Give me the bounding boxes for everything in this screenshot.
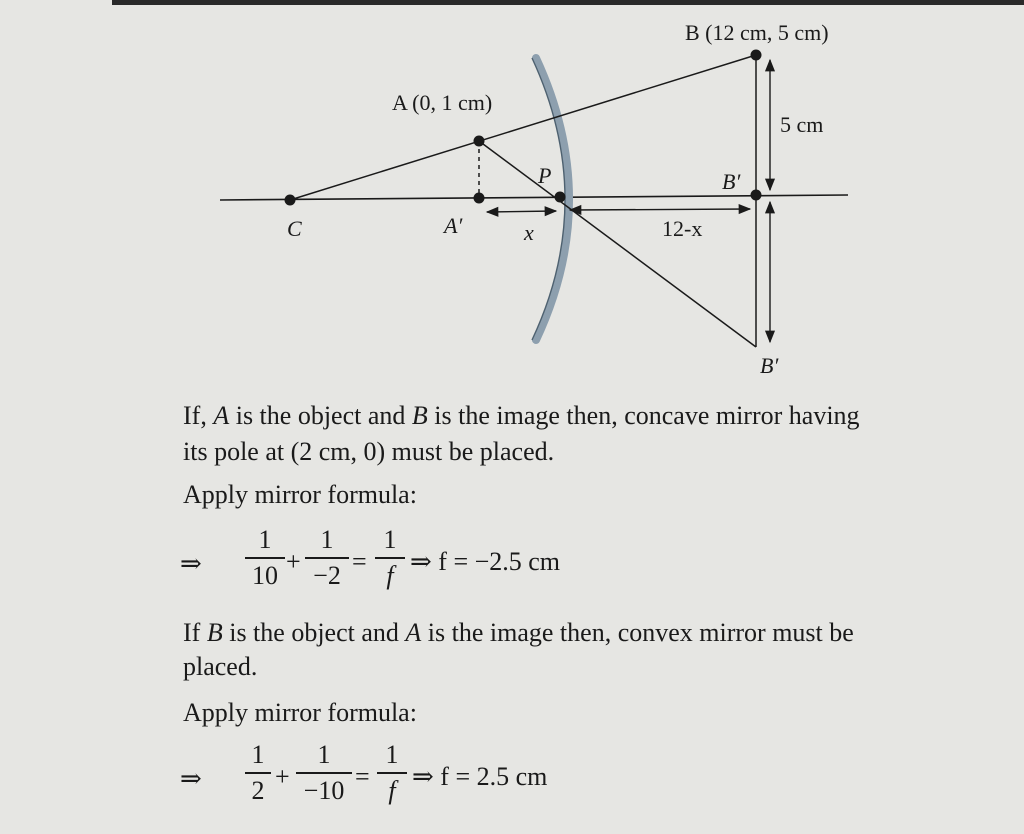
equation-2 [0, 740, 1024, 820]
implies-arrow: ⇒ [180, 764, 202, 793]
text-fragment: If, [183, 401, 214, 430]
label-aprime: A′ [444, 213, 463, 238]
denominator: −10 [303, 775, 345, 805]
fraction-1-over-10 [245, 525, 285, 591]
denominator: 10 [252, 560, 278, 590]
text-fragment: is the image then, convex mirror must be [421, 618, 854, 647]
fraction-1-over-minus-10 [296, 740, 352, 806]
denominator: f [386, 560, 394, 590]
symbol-a: A [405, 618, 422, 647]
fraction-1-over-2 [245, 740, 271, 806]
label-b: B (12 cm, 5 cm) [685, 20, 829, 45]
label-c: C [287, 216, 302, 241]
ray-a-to-bprime [479, 141, 756, 347]
numerator: 1 [317, 740, 331, 769]
dimension-12-x-arrow [570, 209, 750, 210]
denominator: −2 [313, 560, 341, 590]
plus-sign: + [275, 762, 290, 791]
plus-sign: + [286, 547, 301, 576]
point-a [474, 136, 485, 147]
label-5cm: 5 cm [780, 112, 824, 137]
equation-result: ⇒ f = 2.5 cm [412, 762, 548, 791]
point-c [285, 195, 296, 206]
fraction-1-over-f [377, 740, 407, 806]
fraction-1-over-minus-2 [305, 525, 349, 591]
symbol-b: B [206, 618, 223, 647]
text-fragment: is the image then, concave mirror having [427, 401, 860, 430]
label-p: P [538, 163, 552, 188]
equation-1 [0, 525, 1024, 605]
numerator: 1 [385, 740, 399, 769]
equation-result: ⇒ f = −2.5 cm [410, 547, 561, 576]
label-bprime-top: B′ [722, 169, 741, 194]
point-bprime-top [751, 190, 762, 201]
paragraph-convex-line2: placed. [183, 652, 258, 681]
point-p [555, 192, 566, 203]
fraction-1-over-f [375, 525, 405, 591]
numerator: 1 [383, 525, 397, 554]
symbol-a: A [213, 401, 230, 430]
paragraph-concave-line1 [183, 398, 860, 434]
apply-formula-label-2: Apply mirror formula: [183, 698, 417, 727]
denominator: 2 [251, 775, 265, 805]
dimension-x-arrow [487, 211, 556, 212]
implies-arrow: ⇒ [180, 549, 202, 578]
equals-sign: = [355, 762, 370, 791]
label-a: A (0, 1 cm) [392, 90, 493, 115]
ray-c-to-b [290, 55, 756, 200]
label-x: x [524, 220, 534, 245]
numerator: 1 [258, 525, 272, 554]
paragraph-convex-line1 [183, 615, 854, 651]
text-fragment: If [183, 618, 207, 647]
text-fragment: is the object and [229, 401, 412, 430]
numerator: 1 [320, 525, 334, 554]
point-aprime [474, 193, 485, 204]
paragraph-concave-line2: its pole at (2 cm, 0) must be placed. [183, 437, 555, 466]
text-fragment: is the object and [222, 618, 406, 647]
label-bprime-bottom: B′ [760, 353, 779, 378]
apply-formula-label-1: Apply mirror formula: [183, 480, 417, 509]
label-12-x: 12-x [662, 216, 703, 241]
symbol-b: B [411, 401, 428, 430]
denominator: f [388, 775, 396, 805]
point-b [751, 50, 762, 61]
mirror-diagram [0, 0, 1024, 390]
equals-sign: = [352, 547, 367, 576]
numerator: 1 [251, 740, 265, 769]
